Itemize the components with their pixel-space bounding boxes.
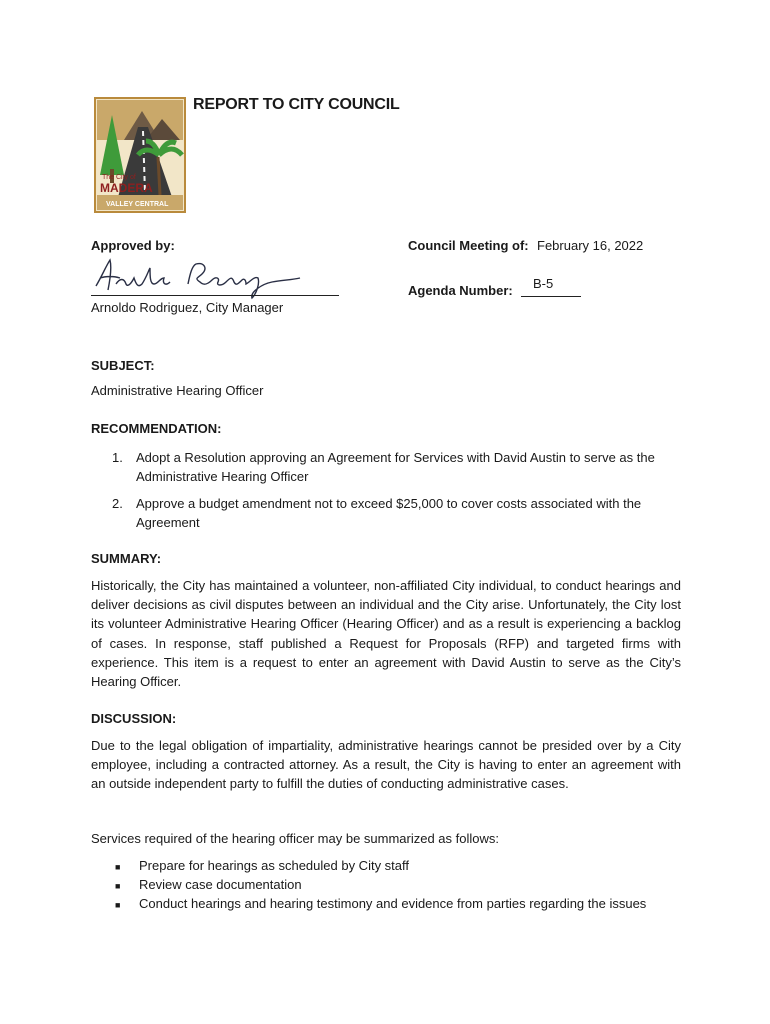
recommendation-number: 2. — [112, 496, 123, 511]
recommendation-text: Adopt a Resolution approving an Agreement for Services with David Austin to serve as the Administrative Hearing Officer — [136, 450, 655, 484]
bullet-icon: ■ — [115, 881, 121, 891]
agenda-number-value: B-5 — [533, 276, 554, 291]
agenda-number-label: Agenda Number: — [408, 283, 513, 298]
signature-image — [92, 254, 307, 300]
discussion-heading: DISCUSSION: — [91, 711, 177, 726]
list-item-text: Prepare for hearings as scheduled by City staff — [139, 858, 410, 873]
approved-by-label: Approved by: — [91, 238, 175, 253]
signature-line — [91, 295, 339, 296]
report-title: REPORT TO CITY COUNCIL — [193, 96, 400, 113]
agenda-number-line — [521, 296, 581, 297]
discussion-paragraph: Due to the legal obligation of impartiality, administrative hearings cannot be presided over by a City employee, including a contracted attorney. As a result, the City is having to enter an agreement with an outside independent party to fulfill the duties of conducting administrative cases. — [91, 738, 681, 792]
subject-heading: SUBJECT: — [91, 358, 155, 373]
services-intro: Services required of the hearing officer may be summarized as follows: — [91, 831, 500, 846]
subject-text: Administrative Hearing Officer — [91, 383, 264, 398]
summary-paragraph: Historically, the City has maintained a volunteer, non-affiliated City individual, to conduct hearings and deliver decisions as civil disputes between an individual and the City arise. Unfortunately, the City lost its volunteer Administrative Hearing Officer (Hearing Officer) and as a result is experiencing a backlog of cases. In response, staff published a Request for Proposals (RFP) and targeted firms with experience. This item is a request to enter an agreement with David Austin to serve as the City’s Hearing Officer. — [91, 578, 681, 690]
logo-line1: The City of — [102, 174, 136, 181]
summary-heading: SUMMARY: — [91, 551, 162, 566]
council-meeting-date: February 16, 2022 — [537, 238, 644, 253]
bullet-icon: ■ — [115, 862, 121, 872]
approver-name: Arnoldo Rodriguez, City Manager — [91, 300, 284, 315]
recommendation-number: 1. — [112, 450, 123, 465]
list-item-text: Conduct hearings and hearing testimony and evidence from parties regarding the issues — [139, 896, 647, 911]
council-meeting-label: Council Meeting of: — [408, 238, 529, 253]
bullet-icon: ■ — [115, 900, 121, 910]
city-of-madera-logo — [94, 97, 186, 213]
logo-line3: VALLEY CENTRAL — [106, 201, 169, 208]
recommendation-text: Approve a budget amendment not to exceed $25,000 to cover costs associated with the Agreement — [136, 496, 642, 530]
list-item-text: Review case documentation — [139, 877, 302, 892]
recommendation-heading: RECOMMENDATION: — [91, 421, 222, 436]
logo-line2: MADERA — [100, 181, 153, 195]
